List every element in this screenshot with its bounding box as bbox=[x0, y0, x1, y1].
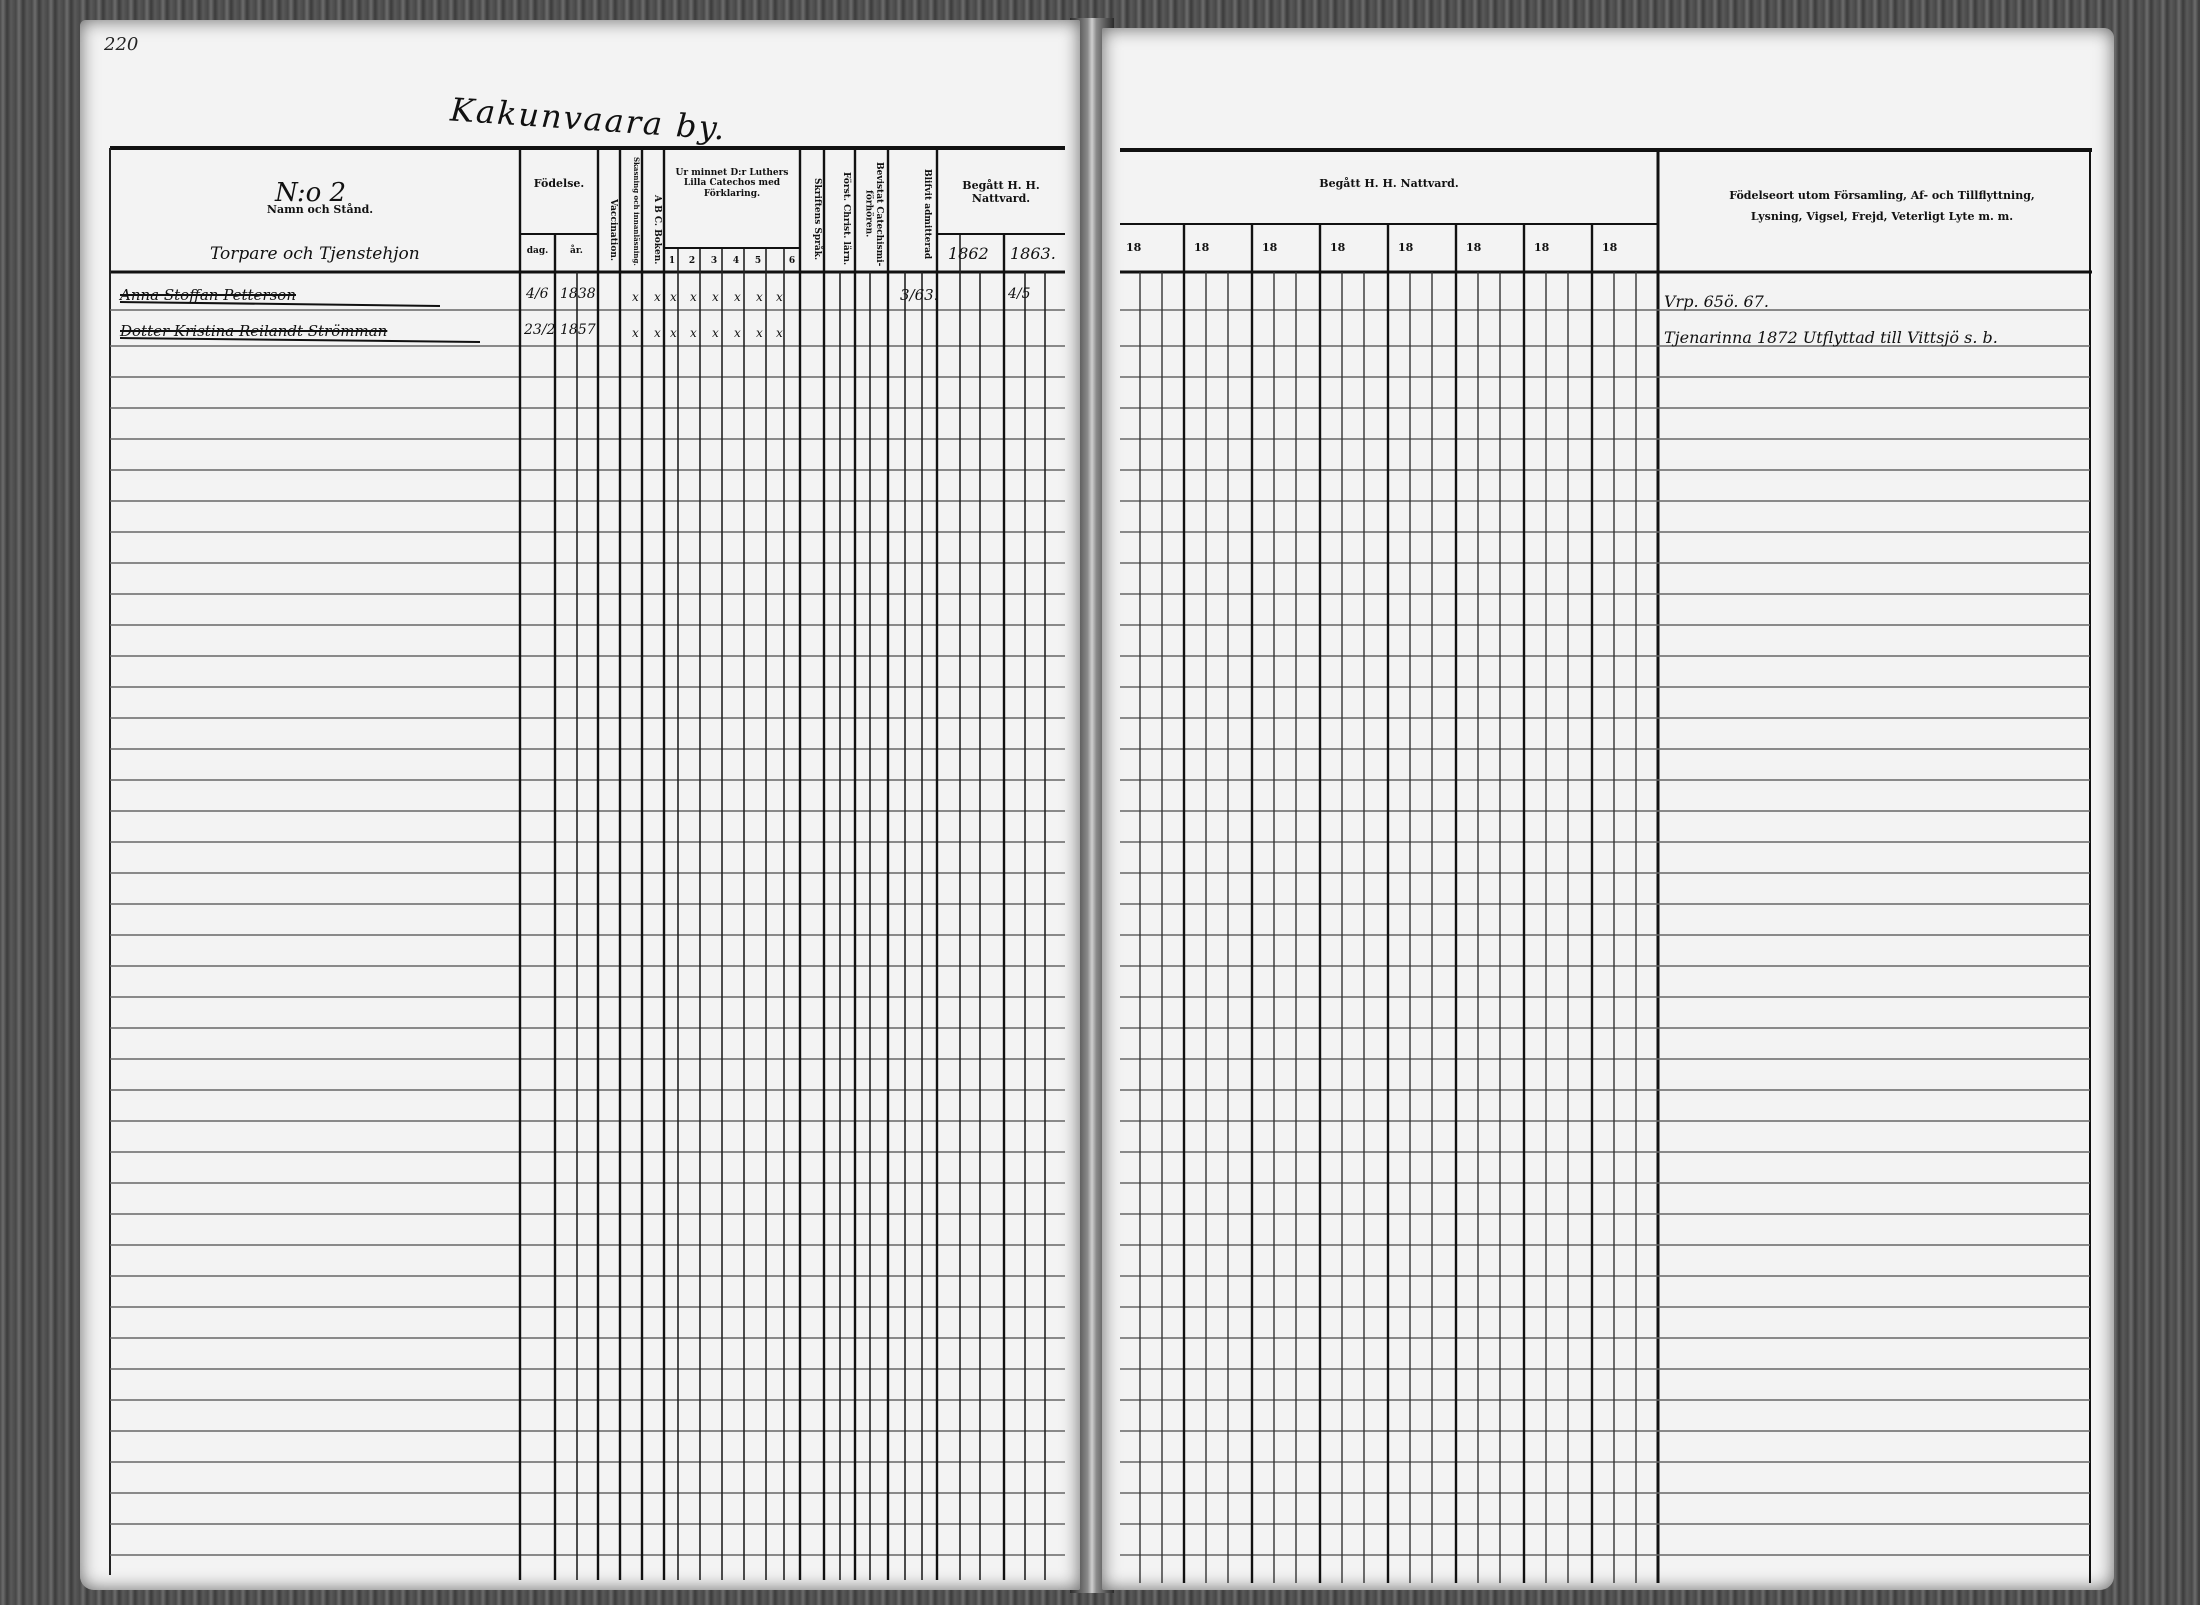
catechism-part-2: 2 bbox=[688, 256, 696, 266]
admitted-header: Blifvit admitterad bbox=[922, 168, 932, 260]
catechism-part-4: 4 bbox=[732, 256, 740, 266]
catechism-header: Ur minnet D:r Luthers Lilla Catechos med Förklaring. bbox=[675, 168, 789, 199]
row-2-mark-6: x bbox=[734, 326, 741, 340]
row-1-mark-1: x bbox=[632, 290, 639, 304]
row-2-mark-7: x bbox=[756, 326, 763, 340]
christ-teaching-header: Först. Christ. lärn. bbox=[841, 172, 851, 266]
household-number: N:o 2 bbox=[275, 178, 347, 208]
row-2-name: Dotter Kristina Reilandt Strömman bbox=[120, 322, 388, 340]
row-1-mark-5: x bbox=[712, 290, 719, 304]
communion-header-left: Begått H. H. Nattvard. bbox=[962, 179, 1040, 205]
row-1-mark-7: x bbox=[756, 290, 763, 304]
row-1-mark-8: x bbox=[776, 290, 783, 304]
page-number: 220 bbox=[104, 34, 139, 55]
catechism-part-5: 5 bbox=[754, 256, 762, 266]
scripture-header: Skriftens Språk. bbox=[812, 177, 822, 261]
birth-day-header: dag. bbox=[526, 246, 549, 256]
row-2-mark-4: x bbox=[690, 326, 697, 340]
communion-year-1863: 1863. bbox=[1010, 244, 1056, 263]
catechism-part-1: 1 bbox=[668, 256, 676, 266]
remark-row-1: Vrp. 65ö. 67. bbox=[1664, 292, 1769, 311]
row-1-mark-6: x bbox=[734, 290, 741, 304]
catechism-part-3: 3 bbox=[710, 256, 718, 266]
communion-year-1862: 1862 bbox=[948, 244, 989, 263]
year-prefix-2: 18 bbox=[1194, 241, 1210, 254]
row-2-mark-2: x bbox=[654, 326, 661, 340]
year-prefix-6: 18 bbox=[1466, 241, 1482, 254]
row-1-admitted: 3/63. bbox=[900, 286, 939, 304]
row-2-year: 1857 bbox=[560, 322, 596, 338]
row-1-mark-4: x bbox=[690, 290, 697, 304]
row-2-day: 23/2 bbox=[524, 322, 556, 338]
reading-header: Skasning och innanläsning. bbox=[632, 156, 641, 266]
abc-header: A B C. Boken. bbox=[652, 195, 662, 265]
birth-header: Födelse. bbox=[533, 177, 585, 190]
vaccination-header: Vaccination. bbox=[608, 199, 618, 261]
household-subtitle: Torpare och Tjenstehjon bbox=[210, 244, 420, 264]
year-prefix-7: 18 bbox=[1534, 241, 1550, 254]
year-prefix-1: 18 bbox=[1126, 241, 1142, 254]
birth-year-header: år. bbox=[570, 246, 583, 256]
row-2-mark-3: x bbox=[670, 326, 677, 340]
row-1-communion: 4/5 bbox=[1008, 286, 1031, 302]
remark-row-2: Tjenarinna 1872 Utflyttad till Vittsjö s. b. bbox=[1664, 328, 1998, 347]
row-1-mark-3: x bbox=[670, 290, 677, 304]
year-prefix-4: 18 bbox=[1330, 241, 1346, 254]
right-page bbox=[1102, 28, 2114, 1590]
left-page bbox=[80, 20, 1080, 1590]
remarks-header: Födelseort utom Församling, Af- och Tillflyttning, Lysning, Vigsel, Frejd, Veterligt Lyte m. m. bbox=[1729, 189, 2035, 223]
row-1-name: Anna Stoffan Petterson bbox=[120, 286, 296, 304]
catechism-part-6: 6 bbox=[788, 256, 796, 266]
proven-header: Bevistat Catechismi-förhören. bbox=[863, 161, 884, 267]
year-prefix-5: 18 bbox=[1398, 241, 1414, 254]
communion-header-right: Begått H. H. Nattvard. bbox=[1319, 177, 1459, 190]
row-2-mark-8: x bbox=[776, 326, 783, 340]
year-prefix-8: 18 bbox=[1602, 241, 1618, 254]
row-2-mark-5: x bbox=[712, 326, 719, 340]
row-1-day: 4/6 bbox=[526, 286, 549, 302]
right-page-ruling bbox=[1102, 28, 2114, 1590]
row-1-mark-2: x bbox=[654, 290, 661, 304]
row-1-year: 1838 bbox=[560, 286, 596, 302]
village-title: Kakunvaara by. bbox=[449, 90, 728, 148]
row-2-mark-1: x bbox=[632, 326, 639, 340]
year-prefix-3: 18 bbox=[1262, 241, 1278, 254]
name-header: Namn och Stånd. bbox=[266, 203, 374, 216]
